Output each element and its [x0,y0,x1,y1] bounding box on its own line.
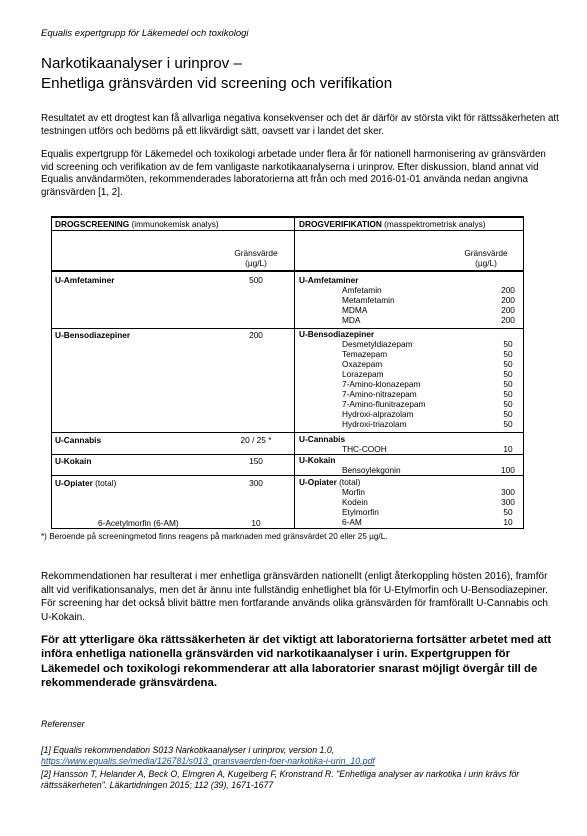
screening-6am: 6-Acetylmorfin (6-AM) [98,518,179,528]
table-header-rule [51,230,524,231]
table-divider [294,216,295,529]
document-header: Equalis expertgrupp för Läkemedel och toxikologi [41,28,249,39]
verification-hydroxi-alprazolam: Hydroxi-alprazolam [342,409,414,419]
screening-6am-value: 10 [251,518,261,528]
intro-paragraph: Resultatet av ett drogtest kan få allvarliga negativa konsekvenser och det är därför av största vikt för rättssäkerheten att testningen utförs och bedöms på ett likvärdigt sätt, oavsett var i landet det sker. [41,113,559,137]
screening-opiater: U-Opiater (total) [55,478,117,488]
verification-morfin-value: 300 [501,487,515,497]
verification-mda-value: 200 [501,315,515,325]
verification-amfetamin-value: 200 [501,285,515,295]
cutoff-table [51,216,524,529]
verification-etylmorfin-value: 50 [503,507,513,517]
title-line-2: Enhetliga gränsvärden vid screening och verifikation [41,75,393,92]
background-paragraph: Equalis expertgrupp för Läkemedel och toxikologi arbetade under flera år för nationell harmonisering av gränsvärden vid screening och verifikation av de fem vanligaste narkotikaanalyserna i urinprov. Efter diskussion, bland annat vid Equalis användarmöten, rekommenderades laboratorierna att från och med 2016-01-01 använda nedan angivna gränsvärden [1, 2]. [41,149,546,198]
recommendation-paragraph: För att ytterligare öka rättssäkerheten är det viktigt att laboratorierna fortsätter arbetet med att införa enhetliga nationella gränsvärden vid narkotikaanalyser i urin. Expertgruppen för Läkemedel och toxikologi rekommenderar att alla laboratorier snarast möjligt övergår till de rekommenderade gränsvärdena. [41,634,552,690]
screening-unit-label: Gränsvärde (µg/L) [234,248,278,268]
verification-mdma-value: 200 [501,305,515,315]
verification-6am: 6-AM [342,517,362,527]
verification-oxazepam: Oxazepam [342,359,383,369]
reference-1-link[interactable]: https://www.equalis.se/media/126781/s013_gransvaerden-foer-narkotika-i-urin_10.pdf [41,756,375,766]
verification-lorazepam: Lorazepam [342,369,384,379]
reference-2: [2] Hansson T, Helander A, Beck O, Elmgren A, Kugelberg F, Kronstrand R. "Enhetliga analyser av narkotika i urin krävs för rättssäkerheten". Läkartidningen 2015; 112 (39), 1671-1677 [41,769,520,791]
verification-7-amino-flunitrazepam-value: 50 [503,399,513,409]
verification-header: DROGVERIFIKATION (masspektrometrisk analys) [299,219,486,229]
screening-amfetaminer-value: 500 [249,275,263,285]
verification-etylmorfin: Etylmorfin [342,507,379,517]
table-unit-rule [51,270,524,272]
screening-header: DROGSCREENING (immunokemisk analys) [55,219,219,229]
verification-mda: MDA [342,315,361,325]
verification-hydroxi-triazolam-value: 50 [503,419,513,429]
screening-kokain: U-Kokain [55,456,92,466]
verification-kokain-group: U-Kokain [299,455,336,465]
table-left-border [51,216,52,529]
table-top-rule [51,216,524,218]
verification-hydroxi-alprazolam-value: 50 [503,409,513,419]
verification-oxazepam-value: 50 [503,359,513,369]
screening-bensodiazepiner: U-Bensodiazepiner [55,330,131,340]
verification-bensoylekgonin: Bensoylekgonin [342,465,401,475]
verification-cannabis-group: U-Cannabis [299,434,346,444]
verification-desmetyldiazepam-value: 50 [503,339,513,349]
row-rule-2 [51,432,524,433]
verification-7-amino-nitrazepam-value: 50 [503,389,513,399]
verification-desmetyldiazepam: Desmetyldiazepam [342,339,413,349]
verification-metamfetamin-value: 200 [501,295,515,305]
verification-thc-cooh-value: 10 [503,444,513,454]
screening-kokain-value: 150 [249,456,263,466]
screening-cannabis: U-Cannabis [55,435,102,445]
verification-thc-cooh: THC-COOH [342,444,387,454]
page-title [41,54,392,94]
row-rule-1 [51,328,524,329]
verification-6am-value: 10 [503,517,513,527]
screening-cannabis-value: 20 / 25 * [240,435,272,445]
verification-metamfetamin: Metamfetamin [342,295,395,305]
verification-7-amino-klonazepam: 7-Amino-klonazepam [342,379,421,389]
verification-kodein: Kodein [342,497,368,507]
verification-bensoylekgonin-value: 100 [501,465,515,475]
screening-opiater-value: 300 [249,478,263,488]
verification-temazepam-value: 50 [503,349,513,359]
table-footnote: *) Beroende på screeningmetod finns reagens på marknaden med gränsvärdet 20 eller 25 µg/L. [41,532,388,541]
verification-unit-label: Gränsvärde (µg/L) [464,248,508,268]
result-paragraph: Rekommendationen har resulterat i mer enhetliga gränsvärden nationellt (enligt återkoppling hösten 2016), framför allt vid verifikationsanalys, men det är ännu inte fullständig enhetlighet bla för U-Etylmorfin och U-Bensodiazepiner. För screening har det också blivit bättre men fortfarande används olika gränsvärden för framförallt U-Cannabis och U-Kokain. [41,571,548,623]
reference-1: [1] Equalis rekommendation S013 Narkotikaanalyser i urinprov, version 1.0, [41,745,335,755]
title-line-1: Narkotikaanalyser i urinprov – [41,55,242,72]
verification-7-amino-flunitrazepam: 7-Amino-flunitrazepam [342,399,426,409]
row-rule-4 [51,475,524,476]
verification-opiater-group: U-Opiater (total) [299,477,361,487]
table-bottom-rule [51,528,524,529]
verification-kodein-value: 300 [501,497,515,507]
row-rule-3 [51,454,524,455]
screening-bensodiazepiner-value: 200 [249,330,263,340]
verification-amfetaminer-group: U-Amfetaminer [299,275,359,285]
screening-amfetaminer: U-Amfetaminer [55,275,115,285]
verification-7-amino-nitrazepam: 7-Amino-nitrazepam [342,389,417,399]
verification-bensodiazepiner-group: U-Bensodiazepiner [299,329,375,339]
verification-morfin: Morfin [342,487,366,497]
verification-temazepam: Temazepam [342,349,388,359]
references-heading: Referenser [41,719,85,729]
table-right-border [523,216,524,529]
verification-mdma: MDMA [342,305,368,315]
verification-lorazepam-value: 50 [503,369,513,379]
verification-7-amino-klonazepam-value: 50 [503,379,513,389]
verification-hydroxi-triazolam: Hydroxi-triazolam [342,419,407,429]
verification-amfetamin: Amfetamin [342,285,382,295]
